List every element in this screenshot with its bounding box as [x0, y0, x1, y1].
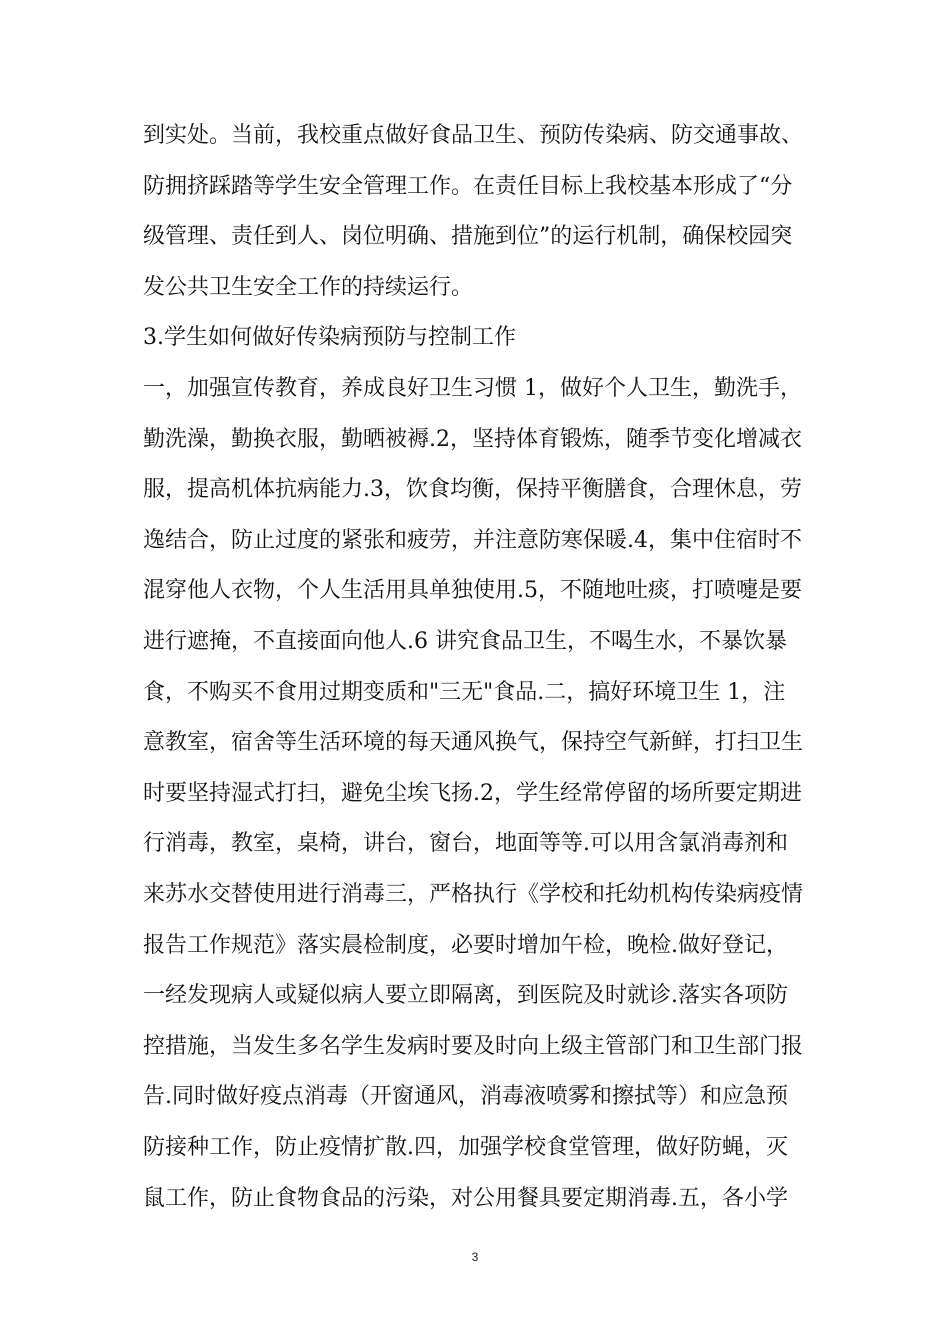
paragraph-line: 告.同时做好疫点消毒（开窗通风，消毒液喷雾和擦拭等）和应急预	[143, 1084, 788, 1110]
paragraph-line: 逸结合，防止过度的紧张和疲劳，并注意防寒保暖.4，集中住宿时不	[143, 527, 802, 553]
paragraph-line: 行消毒，教室，桌椅，讲台，窗台，地面等等.可以用含氯消毒剂和	[143, 831, 788, 857]
paragraph-line: 进行遮掩，不直接面向他人.6 讲究食品卫生，不喝生水，不暴饮暴	[143, 629, 787, 654]
paragraph-line: 报告工作规范》落实晨检制度，必要时增加午检，晚检.做好登记，	[143, 932, 788, 958]
paragraph-line: 防接种工作，防止疫情扩散.四，加强学校食堂管理，做好防蝇，灭	[143, 1135, 788, 1160]
paragraph-line: 来苏水交替使用进行消毒三，严格执行《学校和托幼机构传染病疫情	[143, 882, 804, 907]
paragraph-line: 勤洗澡，勤换衣服，勤晒被褥.2，坚持体育锻炼，随季节变化增减衣	[143, 426, 802, 452]
paragraph-line: 意教室，宿舍等生活环境的每天通风换气，保持空气新鲜，打扫卫生	[143, 730, 804, 756]
paragraph-line: 鼠工作，防止食物食品的污染，对公用餐具要定期消毒.五，各小学	[143, 1185, 788, 1211]
paragraph-line: 时要坚持湿式打扫，避免尘埃飞扬.2，学生经常停留的场所要定期进	[143, 780, 802, 806]
paragraph-line: 发公共卫生安全工作的持续运行。	[143, 274, 474, 300]
paragraph-line: 混穿他人衣物，个人生活用具单独使用.5，不随地吐痰，打喷嚏是要	[143, 578, 802, 604]
page-number: 3	[471, 1250, 479, 1264]
paragraph-line: 服，提高机体抗病能力.3，饮食均衡，保持平衡膳食，合理休息，劳	[143, 477, 802, 503]
paragraph-line: 到实处。当前，我校重点做好食品卫生、预防传染病、防交通事故、	[143, 123, 804, 148]
paragraph-line: 一，加强宣传教育，养成良好卫生习惯 1，做好个人卫生，勤洗手，	[143, 376, 802, 401]
paragraph-line: 一经发现病人或疑似病人要立即隔离，到医院及时就诊.落实各项防	[143, 983, 788, 1009]
paragraph-line: 控措施，当发生多名学生发病时要及时向上级主管部门和卫生部门报	[143, 1033, 804, 1059]
paragraph-line: 食，不购买不食用过期变质和"三无"食品.二，搞好环境卫生 1，注	[143, 679, 786, 705]
paragraph-line: 级管理、责任到人、岗位明确、措施到位”的运行机制，确保校园突	[143, 224, 793, 250]
paragraph-line: 防拥挤踩踏等学生安全管理工作。在责任目标上我校基本形成了“分	[143, 173, 793, 199]
section-heading: 3.学生如何做好传染病预防与控制工作	[143, 325, 516, 351]
